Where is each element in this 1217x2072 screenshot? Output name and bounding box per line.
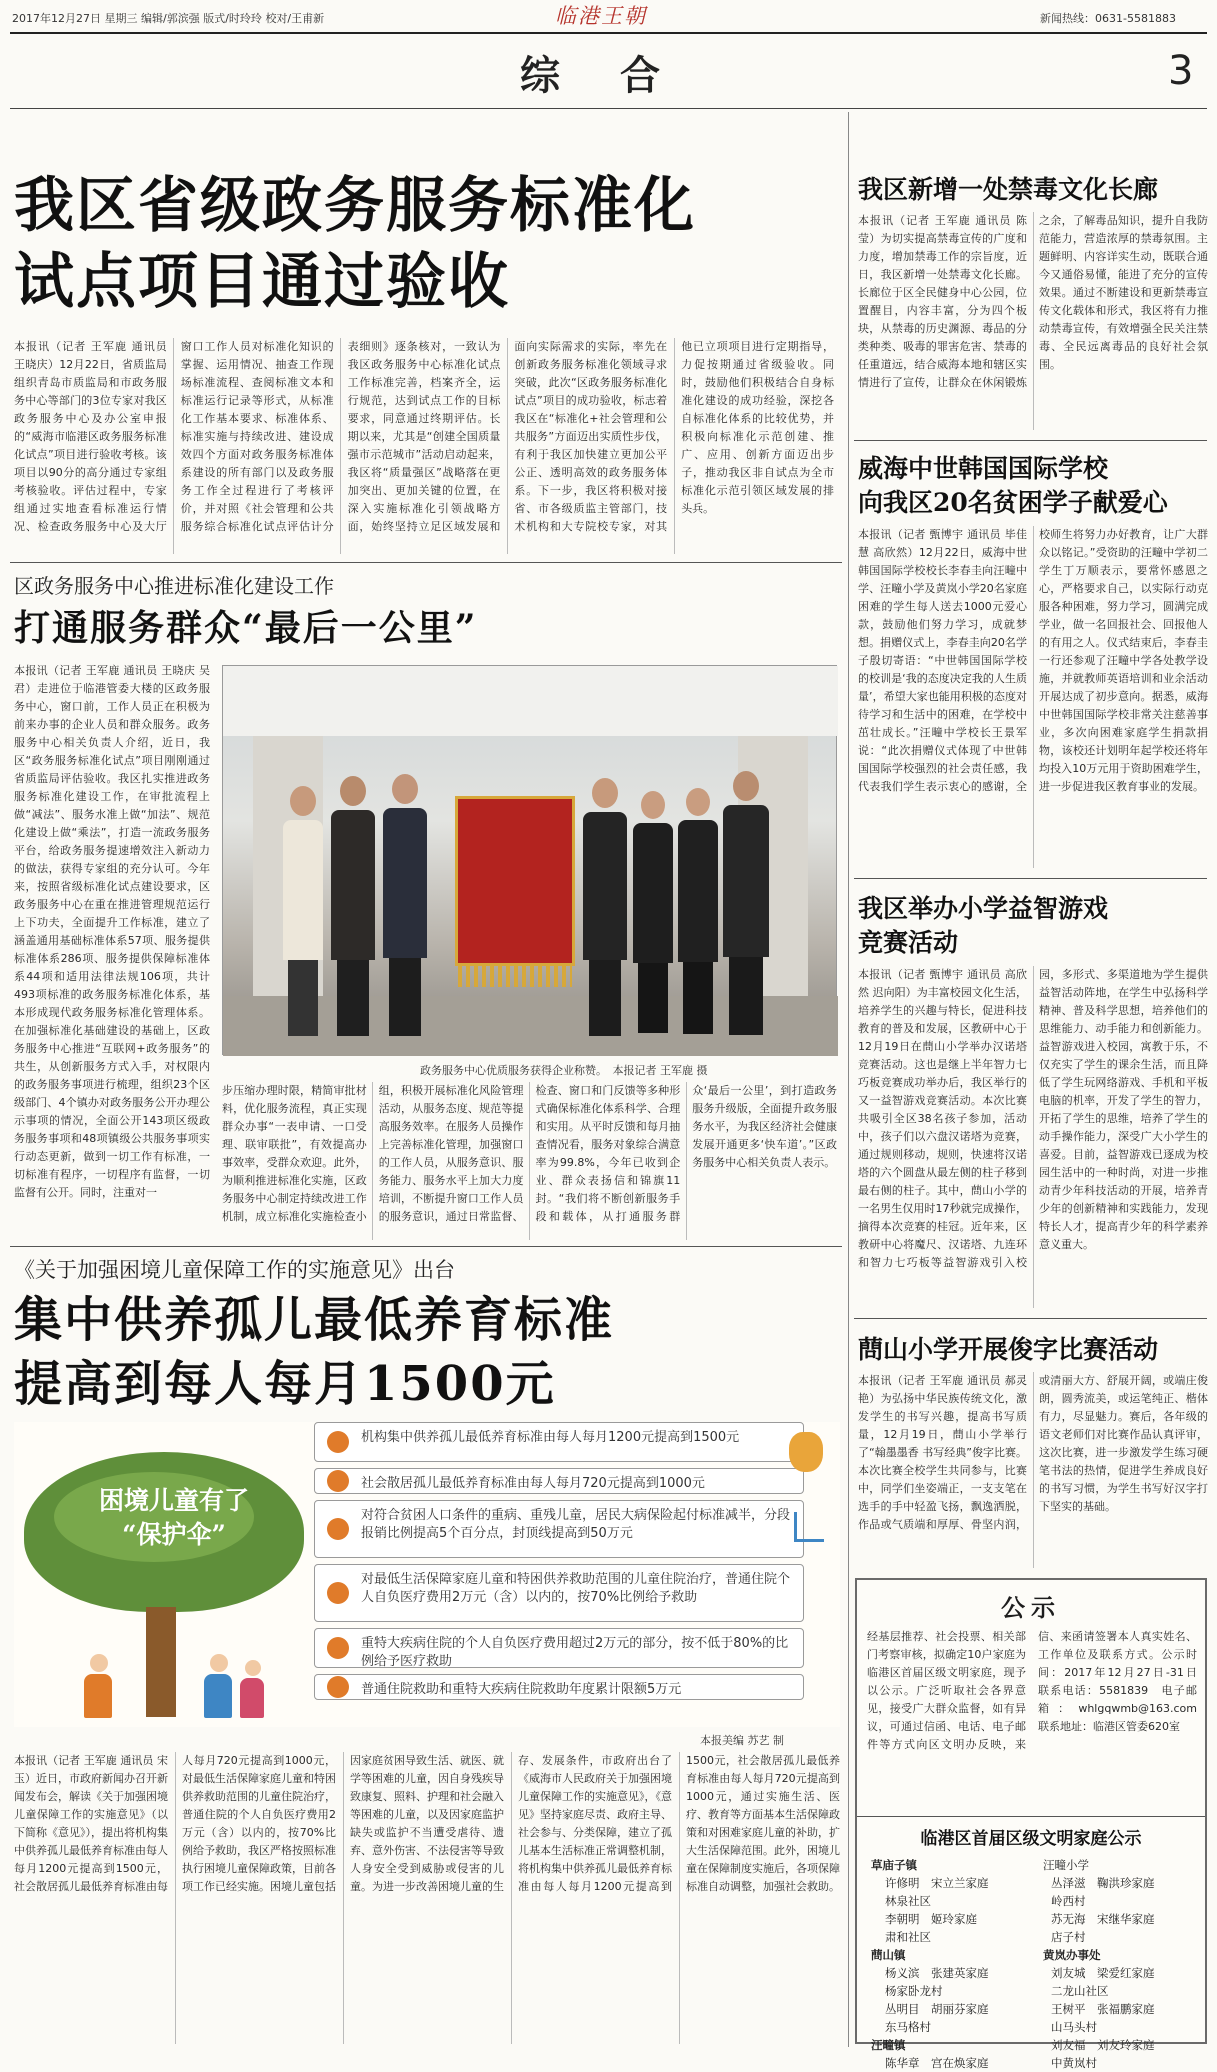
roster-right-0: 汪疃小学 [1043, 1858, 1089, 1872]
benefit-text-6: 普通住院救助和重特大疾病住院救助年度累计限额5万元 [361, 1682, 682, 1697]
side3-body: 本报讯（记者 甄博宇 通讯员 高欣然 迟向阳）为丰富校园文化生活，培养学生的兴趣与特长，促进科技教育的普及和发展，区教研中心于12月19日在蔄山小学举办汉诺塔竞赛活动。这也是继上半年智力七巧板竞赛成功举办后，我区举行的又一益智游戏竞赛活动。本次比赛共吸引全区38名孩子参加，活动中，孩子们以六盘汉诺塔为竞赛，通过规则移动，规则，快速将汉诺塔的六个圆盘从最左侧的柱子移到最右侧的柱子。其中，蔄山小学的一名男生仅用时17秒就完成操作，摘得本次竞赛的桂冠。近年来，区教研中心将魔尺、汉诺塔、九连环和智力七巧板等益智游戏引入校园，多形式、多渠道地为学生提供益智活动阵地，在学生中弘扬科学精神、普及科学思想，培养他们的思维能力、动手能力和创新能力。益智游戏进入校园，寓教于乐，不仅充实了学生的课余生活，而且降低了学生玩网络游戏、手机和平板电脑的机率，开发了学生的智力，开拓了学生的思维，培养了学生的动手操作能力，深受广大小学生的喜爱。目前，益智游戏已逐成为校园生活中的一种时尚，对进一步推动青少年科技活动的开展，培养青少年的创新精神和实践能力，发现特长人才，提高青少年的科学素养意义重大。 [858, 968, 1208, 1269]
person-5 [633, 791, 673, 1036]
person-1 [283, 786, 323, 1036]
side2-body: 本报讯（记者 甄博宇 通讯员 毕佳慧 高欣然）12月22日，威海中世韩国国际学校校长李春圭向汪疃中学、汪疃小学及黄岚小学20名家庭困难的学生每人送去1000元爱心款，鼓励他们努力学习，成就梦想。捐赠仪式上，李春圭向20名学子殷切寄语：“中世韩国国际学校的校训是‘我的态度决定我的人生质量’，希望大家也能用积极的态度对待学习和生活中的困难，在学校中茁壮成长。”汪疃中学校长王景军说：“此次捐赠仪式体现了中世韩国国际学校强烈的社会责任感，我代表我们学生表示衷心的感谢，全校师生将努力办好教育，让广大群众以铭记。”受资助的汪疃中学初二学生丁万顺表示，要常怀感恩之心，严格要求自己，以实际行动克服各种困难，努力学习，圆满完成学业，做一名回报社会、回报他人的有用之人。仪式结束后，李春圭一行还参观了汪疃中学各处教学设施，并就教师英语培训和业余活动开展达成了初步意向。据悉，威海中世韩国国际学校非常关注慈善事业，多次向困难家庭学生捐款捐物，该校还计划明年起学校还将年均投入10万元用于资助困难学生，进一步促进我区教育事业的发展。 [858, 528, 1208, 793]
story2-headline: 打通服务群众“最后一公里” [14, 607, 478, 649]
person-2 [331, 776, 375, 1036]
benefit-text-3: 对符合贫困人口条件的重病、重残儿童，居民大病保险起付标准减半，分段报销比例提高5个百分点，封顶线提高到50万元 [361, 1508, 791, 1541]
story2-bottom-rule [10, 1246, 842, 1247]
issue-weekday: 星期三 [104, 12, 138, 25]
lead-headline-line1: 我区省级政务服务标准化 [14, 171, 696, 241]
story2-body-left: 本报讯（记者 王军鹿 通讯员 王晓庆 吴君）走进位于临港管委大楼的区政务服务中心，窗口前，工作人员正在积极为前来办事的企业人员和群众服务。政务服务中心相关负责人介绍，近日，我区“政务服务标准化试点”项目刚刚通过省质监局评估验收。我区扎实推进政务服务标准化建设工作，在审批流程上做“减法”、服务水准上做“加法”、规范化建设上做“乘法”，打造一流政务服务平台，给政务服务提速增效注入新动力的做法，获得专家组的充分认可。今年来，按照省级标准化试点建设要求，区政务服务中心在重在推进管理规范运行上下功夫，全面提升工作标准，建立了涵盖通用基础标准体系57项、服务提供标准体系286项、服务提供保障标准体系44项和适用法律法规106项，共计493项标准的政务服务标准化体系，基本形成现代政务服务标准化管理体系。在加强标准化基础建设的基础上，区政务服务中心推进“互联网+政务服务”的共生，从创新服务方式入手，对权限内的政务服务事项进行梳理，组织23个区级部门、4个镇办对政务服务公开办理公示事项的情况，全面公开143项区级政务服务事项和48项镇级公共服务事项实行动态更新，做到一切工作有标准，一切标准有程序，一切程序有监督，一切监督有公开。同时，注重对一 [14, 664, 210, 1199]
roster-extra-1c: 肃和社区 [885, 1930, 931, 1944]
side1-headline: 我区新增一处禁毒文化长廊 [858, 175, 1159, 204]
roster-extra-2a: 杨家卧龙村 [885, 1984, 943, 1998]
roster-names-3: 陈华章 宫在焕家庭 [885, 2056, 989, 2070]
column-divider [848, 112, 849, 2047]
side1-rule [854, 440, 1207, 441]
photo-caption: 政务服务中心优质服务获得企业称赞。 本报记者 王军鹿 摄 [420, 1064, 708, 1077]
point-bullet-icon [327, 1518, 349, 1540]
news-hotline: 新闻热线：0631-5581883 [1040, 12, 1176, 25]
money-bag-icon [789, 1432, 823, 1472]
proof-credit: 校对/王甫新 [265, 12, 325, 25]
roster-town-2: 蔄山镇 [871, 1948, 906, 1962]
benefit-text-5: 重特大疾病住院的个人自负医疗费用超过2万元的部分，按不低于80%的比例给予医疗救助 [361, 1636, 789, 1669]
lead-bottom-rule [10, 562, 842, 563]
roster-town-1: 草庙子镇 [871, 1858, 917, 1872]
side2-headline-line1: 威海中世韩国国际学校 [858, 454, 1109, 483]
masthead-rule [10, 32, 1207, 34]
benefit-text-2: 社会散居孤儿最低养育标准由每人每月720元提高到1000元 [361, 1476, 705, 1491]
side3-rule [854, 1318, 1207, 1319]
roster-right-1: 丛泽滋 鞠洪珍家庭 [1051, 1876, 1155, 1890]
section-rule [10, 108, 1207, 109]
roster-right-5: 黄岚办事处 [1043, 1948, 1101, 1962]
side3-headline-line1: 我区举办小学益智游戏 [858, 894, 1109, 923]
roster-title: 临港区首届区级文明家庭公示 [920, 1829, 1142, 1849]
child-figure-3 [240, 1660, 266, 1724]
child-figure-2 [204, 1654, 234, 1724]
tree-trunk [146, 1607, 176, 1717]
person-4 [583, 778, 627, 1036]
benefit-point-2 [314, 1468, 804, 1494]
section-title: 综 合 [520, 52, 670, 99]
side1-body: 本报讯（记者 王军鹿 通讯员 陈莹）为切实提高禁毒宣传的广度和力度，增加禁毒工作的宗旨度，近日，我区新增一处禁毒文化长廊。长廊位于区全民健身中心公园，位置醒目，内容丰富，分为四个板块，从禁毒的历史渊源、毒品的分类种类、吸毒的罪害危害、禁毒的任重道远，结合威海本地和辖区实情进行了宣传，让群众在休闲锻炼之余，了解毒品知识，提升自我防范能力，营造浓厚的禁毒氛围。主题鲜明、内容详实生动，既联合通今又通俗易懂，能进了充分的宣传效果。通过不断建设和更新禁毒宣传文化载体和形式，我区将有力推动禁毒宣传，有效增强全民关注禁毒、全民远离毒品的良好社会氛围。 [858, 214, 1208, 389]
masthead-meta [12, 10, 324, 26]
roster-extra-2c: 东马格村 [885, 2020, 931, 2034]
lead-body: 本报讯（记者 王军鹿 通讯员 王晓庆）12月22日，省质监局组织青岛市质监局和市政务服务中心等部门的3位专家对我区政务服务中心及办公室申报的“威海市临港区政务服务标准化试点”项目进行验收考核。该项目以90分的高分通过专家组考核验收。评估过程中，专家组通过实地查看标准运行情况、检查政务服务中心及大厅窗口工作人员对标准化知识的掌握、运用情况、抽查工作现场标准流程、查阅标准文本和标准运行记录等形式，从标准化工作基本要求、标准体系、标准实施与持续改进、建设成效四个方面对政务服务标准体系建设的所有部门以及政务服务工作全过程进行了考核评价，并对照《社会管理和公共服务综合标准化试点评估计分表细则》逐条核对，一致认为我区政务服务中心标准化试点工作标准完善，档案齐全，运行规范，达到试点工作的目标要求，同意通过终期评估。长期以来，尤其是“创建全国质量强市示范城市”活动启动起来，我区将“质量强区”战略落在更加突出、更加关键的位置，在深入实施标准化引领战略方面，始终坚持立足区域发展和面向实际需求的实际，率先在创新政务服务标准化领域寻求突破，此次“区政务服务标准化试点”项目的成功验收，标志着我区在“标准化+社会管理和公共服务”方面迈出实质性步伐，有利于我区加快建立更加公平公正、透明高效的政务服务体系。下一步，我区将积极对接省、市各级质监主管部门，技术机构和大专院校专家，对其他已立项项目进行定期指导，力促按期通过省级验收。同时，鼓励他们积极结合自身标准化建设的成功经验，深挖各自标准化体系的比较优势，并积极向标准化示范创建、推广、应用、创新方面迈出步子，推动我区非自试点为全市标准化示范引领区域发展的排头兵。 [14, 340, 834, 533]
roster-right-8: 王树平 张福鹏家庭 [1051, 2002, 1155, 2016]
child-figure-1 [84, 1654, 114, 1724]
roster-extra-1b: 李朝明 姬玲家庭 [885, 1912, 977, 1926]
story3-body: 本报讯（记者 王军鹿 通讯员 宋玉）近日，市政府新闻办召开新闻发布会，解读《关于加强困境儿童保障工作的实施意见》（以下简称《意见》），提出将机构集中供养孤儿最低养育标准由每人每月1200元提高到1500元，社会散居孤儿最低养育标准由每人每月720元提高到1000元，对最低生活保障家庭儿童和特困供养救助范围的儿童住院治疗，普通住院的个人自负医疗费用2万元（含）以内的，按70%比例给予救助，我区严格按照标准执行困境儿童保障政策，目前各项工作已经实施。困境儿童包括因家庭贫困导致生活、就医、就学等困难的儿童，因自身残疾导致康复、照料、护理和社会融入等困难的儿童，以及因家庭监护缺失或监护不当遭受虐待、遗弃、意外伤害、不法侵害等导致人身安全受到威胁或侵害的儿童。为进一步改善困境儿童的生存、发展条件，市政府出台了《威海市人民政府关于加强困境儿童保障工作的实施意见》，《意见》坚持家庭尽责、政府主导、社会参与、分类保障，建立了孤儿基本生活标准正常调整机制，将机构集中供养孤儿最低养育标准由每人每月1200元提高到1500元，社会散居孤儿最低养育标准由每人每月720元提高到1000元，通过实施生活、医疗、教育等方面基本生活保障政策和对困难家庭儿童的补助，扩大生活保障范围。此外，困境儿童在保障制度实施后，各项保障标准自动调整，加强社会救助。 [14, 1754, 840, 1893]
roster-town-3: 汪疃镇 [871, 2038, 906, 2052]
point-bullet-icon [327, 1431, 349, 1453]
benefit-text-1: 机构集中供养孤儿最低养育标准由每人每月1200元提高到1500元 [361, 1430, 740, 1445]
roster-right-3: 苏无海 宋继华家庭 [1051, 1912, 1155, 1926]
benefit-point-3 [314, 1500, 804, 1558]
benefit-point-5 [314, 1628, 804, 1668]
roster-extra-1a: 林泉社区 [885, 1894, 931, 1908]
story3-headline [14, 1288, 614, 1416]
benefit-point-4 [314, 1564, 804, 1622]
notice-divider [857, 1816, 1205, 1817]
infographic [14, 1422, 840, 1727]
person-6 [678, 788, 718, 1036]
roster-right [1043, 1856, 1203, 2072]
side4-body: 本报讯（记者 王军鹿 通讯员 郝灵艳）为弘扬中华民族传统文化，激发学生的书写兴趣，提高书写质量，12月19日，蔄山小学举行了“翰墨墨香 书写经典”俊字比赛。本次比赛全校学生共同参与，比赛中，同学们坐姿端正，一支支笔在选手的手中轻盈飞扬，飘逸洒脱，作品或气质端和厚厚、骨坚内润，或清丽大方、舒展开阔，或端庄俊朗，圆秀流美，或运笔纯正、楷体有力，尽显魅力。赛后，各年级的语文老师们对比赛作品认真评审，这次比赛，进一步激发学生练习硬笔书法的热情，促进学生养成良好的书写习惯，为学生书写好汉字打下坚实的基础。 [858, 1374, 1208, 1531]
page-number: 3 [1168, 48, 1194, 94]
story2-body-continued: 步压缩办理时限，精简审批材料，优化服务流程，真正实现群众办事“一表申请、一口受理、联审联批”，有效提高办事效率，受群众欢迎。此外，为顺利推进标准化实施，区政务服务中心制定持续改进工作机制，成立标准化实施检查小组，积极开展标准化风险管理活动，从服务态度、规范等提高服务效率。在服务人员操作上完善标准化管理，加强窗口的工作人员，从服务意识、服务能力、服务水平上加大力度培训，不断提升窗口工作人员的服务意识，通过日常监督、检查、窗口和门反馈等多种形式确保标准化体系科学、合理和实用。从平时反馈和每月抽查情况看，服务对象综合满意率为99.8%，今年已收到企业、群众表扬信和锦旗11封。“我们将不断创新服务手段和载体，从打通服务群众‘最后一公里’，到打造政务服务升级版，全面提升政务服务水平，为我区经济社会健康发展开通更多‘快车道’。”区政务服务中心相关负责人表示。 [222, 1084, 837, 1223]
service-photo [222, 665, 837, 1055]
newspaper-logo: 临港王朝 [555, 4, 647, 28]
point-bullet-icon [327, 1676, 349, 1698]
graphic-title-line2: “保护伞” [122, 1520, 226, 1549]
story3-kicker: 《关于加强困境儿童保障工作的实施意见》出台 [14, 1258, 455, 1282]
design-credit: 版式/时玲玲 [203, 12, 262, 25]
person-7 [723, 771, 769, 1036]
lead-headline-line2: 试点项目通过验收 [14, 247, 510, 317]
story2-kicker: 区政务服务中心推进标准化建设工作 [14, 574, 334, 598]
point-bullet-icon [327, 1470, 349, 1492]
side2-rule [854, 878, 1207, 879]
benefit-point-1 [314, 1422, 804, 1462]
photo-ceiling [223, 666, 838, 736]
issue-date: 2017年12月27日 [12, 12, 101, 25]
roster-right-7: 二龙山社区 [1051, 1984, 1109, 1998]
roster-extra-2b: 丛明目 胡丽芬家庭 [885, 2002, 989, 2016]
roster-left [871, 1856, 1031, 2072]
benefit-text-4: 对最低生活保障家庭儿童和特困供养救助范围的儿童住院治疗，普通住院个人自负医疗费用2万元（含）以内的，按70%比例给予救助 [361, 1572, 791, 1605]
story2-body-bottom [222, 1082, 837, 1240]
point-bullet-icon [327, 1637, 349, 1659]
roster-right-6: 刘友城 梁爱红家庭 [1051, 1966, 1155, 1980]
side4-headline: 蔄山小学开展俊字比赛活动 [858, 1335, 1159, 1364]
roster-right-2: 岭西村 [1051, 1894, 1086, 1908]
side2-headline-line2: 向我区20名贫困学子献爱心 [858, 488, 1168, 517]
banner [455, 796, 575, 966]
graphic-title-line1: 困境儿童有了 [98, 1486, 249, 1515]
side3-headline [858, 892, 1108, 960]
notice-title: 公示 [1001, 1593, 1061, 1622]
story3-headline-line1: 集中供养孤儿最低养育标准 [14, 1292, 615, 1348]
roster-right-9: 山马头村 [1051, 2020, 1097, 2034]
editor-credit: 编辑/郭滨强 [141, 12, 200, 25]
roster-right-4: 店子村 [1051, 1930, 1086, 1944]
roster-right-10: 刘友福 刘友玲家庭 [1051, 2038, 1155, 2052]
benefit-point-6 [314, 1674, 804, 1700]
roster-names-2: 杨义滨 张建英家庭 [885, 1966, 989, 1980]
notice-box [855, 1578, 1208, 2070]
notice-body: 经基层推荐、社会投票、相关部门考察审核，拟确定10户家庭为临港区首届区级文明家庭，现予以公示。广泛听取社会各界意见，接受广大群众监督，如有异议，可通过信函、电话、电子邮件等方式向区文明办反映，来信、来函请签署本人真实姓名、工作单位及联系方式。公示时间：2017年12月27日-31日 联系电话：5581839 电子邮箱：whlgqwmb@163.com 联系地址：临港区管委620室 [867, 1630, 1208, 1751]
side3-headline-line2: 竞赛活动 [858, 928, 959, 957]
graphic-title [74, 1484, 274, 1552]
person-3 [383, 774, 427, 1036]
side2-headline [858, 452, 1168, 520]
point-bullet-icon [327, 1582, 349, 1604]
roster-names-1: 许修明 宋立兰家庭 [885, 1876, 989, 1890]
growth-chart-icon [794, 1512, 824, 1542]
story3-headline-line2: 提高到每人每月1500元 [14, 1356, 556, 1412]
roster-right-11: 中黄岚村 [1051, 2056, 1097, 2070]
graphic-credit: 本报美编 苏艺 制 [700, 1734, 784, 1747]
lead-headline [14, 168, 696, 320]
